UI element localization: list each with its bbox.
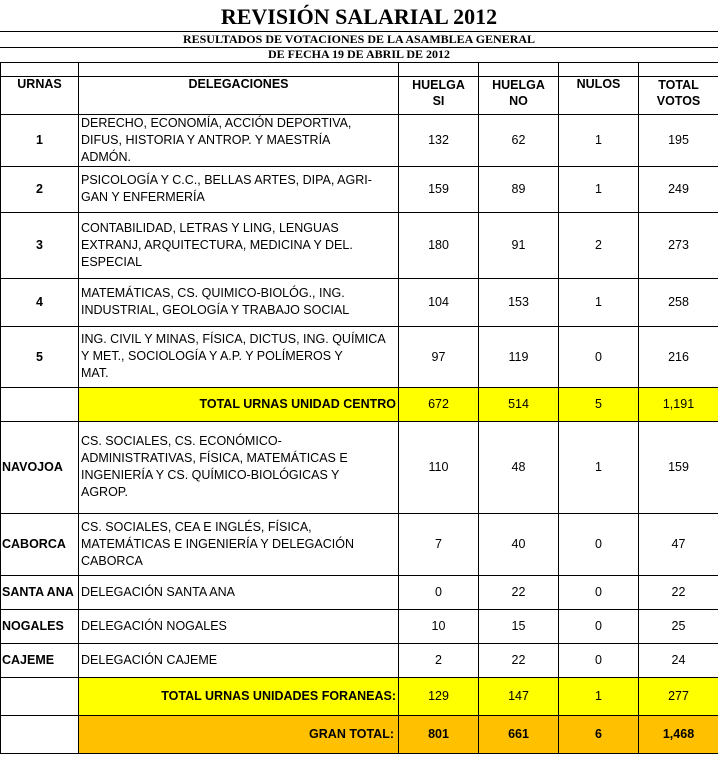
huelga-no-cell: 48	[479, 421, 559, 513]
header-delegaciones: DELEGACIONES	[79, 76, 399, 114]
nulos-cell: 0	[559, 575, 639, 609]
total-foraneas-no: 147	[479, 677, 559, 715]
total-votos-cell: 25	[639, 609, 718, 643]
huelga-si-cell: 104	[399, 278, 479, 326]
header-row	[1, 76, 718, 114]
nulos-cell: 1	[559, 278, 639, 326]
huelga-si-cell: 97	[399, 326, 479, 387]
delegaciones-cell	[79, 513, 399, 575]
huelga-no-cell: 89	[479, 166, 559, 212]
deleg-line: ADMINISTRATIVAS, FÍSICA, MATEMÁTICAS E	[81, 451, 348, 465]
nulos-cell: 0	[559, 609, 639, 643]
urna-cell: NAVOJOA	[1, 421, 79, 513]
delegaciones-cell	[79, 166, 399, 212]
header-huelga-si-line1: HUELGA	[412, 77, 465, 92]
huelga-no-cell: 62	[479, 114, 559, 166]
header-nulos: NULOS	[559, 76, 639, 114]
delegaciones-cell	[79, 326, 399, 387]
deleg-line: CS. SOCIALES, CEA E INGLÉS, FÍSICA,	[81, 519, 312, 534]
huelga-no-cell: 153	[479, 278, 559, 326]
deleg-line: CABORCA	[81, 553, 143, 568]
total-votos-cell: 159	[639, 421, 718, 513]
huelga-si-cell: 10	[399, 609, 479, 643]
deleg-line: Y MET., SOCIOLOGÍA Y A.P. Y POLÍMEROS Y	[81, 349, 343, 363]
total-votos-cell: 273	[639, 212, 718, 278]
delegaciones-cell: DELEGACIÓN SANTA ANA	[79, 575, 399, 609]
huelga-si-cell: 110	[399, 421, 479, 513]
header-total-votos	[639, 76, 718, 114]
gran-total-label: GRAN TOTAL:	[79, 715, 399, 753]
total-votos-cell: 249	[639, 166, 718, 212]
huelga-no-cell: 91	[479, 212, 559, 278]
total-foraneas-total: 277	[639, 677, 718, 715]
gran-total-row	[1, 715, 718, 753]
deleg-line: EXTRANJ, ARQUITECTURA, MEDICINA Y DEL.	[81, 237, 353, 252]
total-foraneas-si: 129	[399, 677, 479, 715]
total-centro-si: 672	[399, 387, 479, 421]
total-foraneas-label: TOTAL URNAS UNIDADES FORANEAS:	[79, 677, 399, 715]
huelga-no-cell: 15	[479, 609, 559, 643]
nulos-cell: 1	[559, 421, 639, 513]
header-huelga-si	[399, 76, 479, 114]
deleg-line: MATEMÁTICAS E INGENIERÍA Y DELEGACIÓN	[81, 536, 354, 551]
urna-cell: 1	[1, 114, 79, 166]
total-votos-cell: 47	[639, 513, 718, 575]
total-foraneas-row	[1, 677, 718, 715]
header-total-line1: TOTAL	[658, 77, 699, 92]
subtitle-date: DE FECHA 19 DE ABRIL DE 2012	[0, 47, 718, 63]
deleg-line: GAN Y ENFERMERÍA	[81, 190, 205, 204]
gran-total-si: 801	[399, 715, 479, 753]
blank-cell	[1, 715, 79, 753]
total-centro-nulos: 5	[559, 387, 639, 421]
deleg-line: CS. SOCIALES, CS. ECONÓMICO-	[81, 434, 282, 448]
urna-cell: SANTA ANA	[1, 575, 79, 609]
deleg-line: AGROP.	[81, 485, 129, 499]
deleg-line: DERECHO, ECONOMÍA, ACCIÓN DEPORTIVA,	[81, 115, 352, 130]
huelga-no-cell: 119	[479, 326, 559, 387]
deleg-line: INDUSTRIAL, GEOLOGÍA Y TRABAJO SOCIAL	[81, 303, 350, 317]
total-votos-cell: 22	[639, 575, 718, 609]
table-row	[1, 575, 718, 609]
table-row	[1, 609, 718, 643]
table-row	[1, 212, 718, 278]
urna-cell: 2	[1, 166, 79, 212]
huelga-si-cell: 180	[399, 212, 479, 278]
urna-cell: 5	[1, 326, 79, 387]
urna-cell: CABORCA	[1, 513, 79, 575]
nulos-cell: 2	[559, 212, 639, 278]
header-huelga-no	[479, 76, 559, 114]
results-table	[0, 62, 718, 754]
table-row	[1, 421, 718, 513]
deleg-line: MATEMÁTICAS, CS. QUIMICO-BIOLÓG., ING.	[81, 286, 345, 300]
spacer-row	[1, 62, 718, 76]
urna-cell: NOGALES	[1, 609, 79, 643]
huelga-si-cell: 132	[399, 114, 479, 166]
delegaciones-cell	[79, 114, 399, 166]
total-centro-label: TOTAL URNAS UNIDAD CENTRO	[79, 387, 399, 421]
table-row	[1, 326, 718, 387]
table-row	[1, 114, 718, 166]
urna-cell: 4	[1, 278, 79, 326]
huelga-si-cell: 7	[399, 513, 479, 575]
total-centro-total: 1,191	[639, 387, 718, 421]
table-row	[1, 643, 718, 677]
gran-total-no: 661	[479, 715, 559, 753]
table-row	[1, 278, 718, 326]
total-votos-cell: 258	[639, 278, 718, 326]
header-urnas: URNAS	[1, 76, 79, 114]
header-huelga-si-line2: SI	[432, 93, 445, 108]
huelga-si-cell: 159	[399, 166, 479, 212]
urna-cell: CAJEME	[1, 643, 79, 677]
huelga-si-cell: 0	[399, 575, 479, 609]
deleg-line: ING. CIVIL Y MINAS, FÍSICA, DICTUS, ING. QUÍMICA	[81, 332, 386, 346]
huelga-no-cell: 22	[479, 643, 559, 677]
urna-cell: 3	[1, 212, 79, 278]
header-total-line2: VOTOS	[656, 93, 701, 108]
nulos-cell: 0	[559, 326, 639, 387]
deleg-line: INGENIERÍA Y CS. QUÍMICO-BIOLÓGICAS Y	[81, 468, 340, 482]
delegaciones-cell: DELEGACIÓN NOGALES	[79, 609, 399, 643]
delegaciones-cell	[79, 421, 399, 513]
huelga-no-cell: 22	[479, 575, 559, 609]
table-row	[1, 166, 718, 212]
nulos-cell: 0	[559, 643, 639, 677]
page-title: REVISIÓN SALARIAL 2012	[220, 4, 498, 29]
total-votos-cell: 24	[639, 643, 718, 677]
nulos-cell: 1	[559, 114, 639, 166]
subtitle-results: RESULTADOS DE VOTACIONES DE LA ASAMBLEA GENERAL	[0, 31, 718, 48]
blank-cell	[1, 677, 79, 715]
gran-total-nulos: 6	[559, 715, 639, 753]
huelga-si-cell: 2	[399, 643, 479, 677]
nulos-cell: 0	[559, 513, 639, 575]
gran-total-total: 1,468	[639, 715, 718, 753]
table-row	[1, 513, 718, 575]
nulos-cell: 1	[559, 166, 639, 212]
deleg-line: CONTABILIDAD, LETRAS Y LING, LENGUAS	[81, 220, 339, 235]
deleg-line: PSICOLOGÍA Y C.C., BELLAS ARTES, DIPA, AGRI-	[81, 173, 372, 187]
delegaciones-cell	[79, 278, 399, 326]
total-centro-no: 514	[479, 387, 559, 421]
deleg-line: ESPECIAL	[81, 254, 143, 269]
delegaciones-cell	[79, 212, 399, 278]
deleg-line: DIFUS, HISTORIA Y ANTROP. Y MAESTRÍA	[81, 132, 331, 147]
blank-cell	[1, 387, 79, 421]
total-votos-cell: 216	[639, 326, 718, 387]
deleg-line: MAT.	[81, 366, 109, 380]
huelga-no-cell: 40	[479, 513, 559, 575]
total-centro-row	[1, 387, 718, 421]
total-votos-cell: 195	[639, 114, 718, 166]
header-huelga-no-line2: NO	[509, 93, 528, 108]
delegaciones-cell: DELEGACIÓN CAJEME	[79, 643, 399, 677]
header-huelga-no-line1: HUELGA	[492, 77, 545, 92]
total-foraneas-nulos: 1	[559, 677, 639, 715]
deleg-line: ADMÓN.	[81, 149, 131, 164]
